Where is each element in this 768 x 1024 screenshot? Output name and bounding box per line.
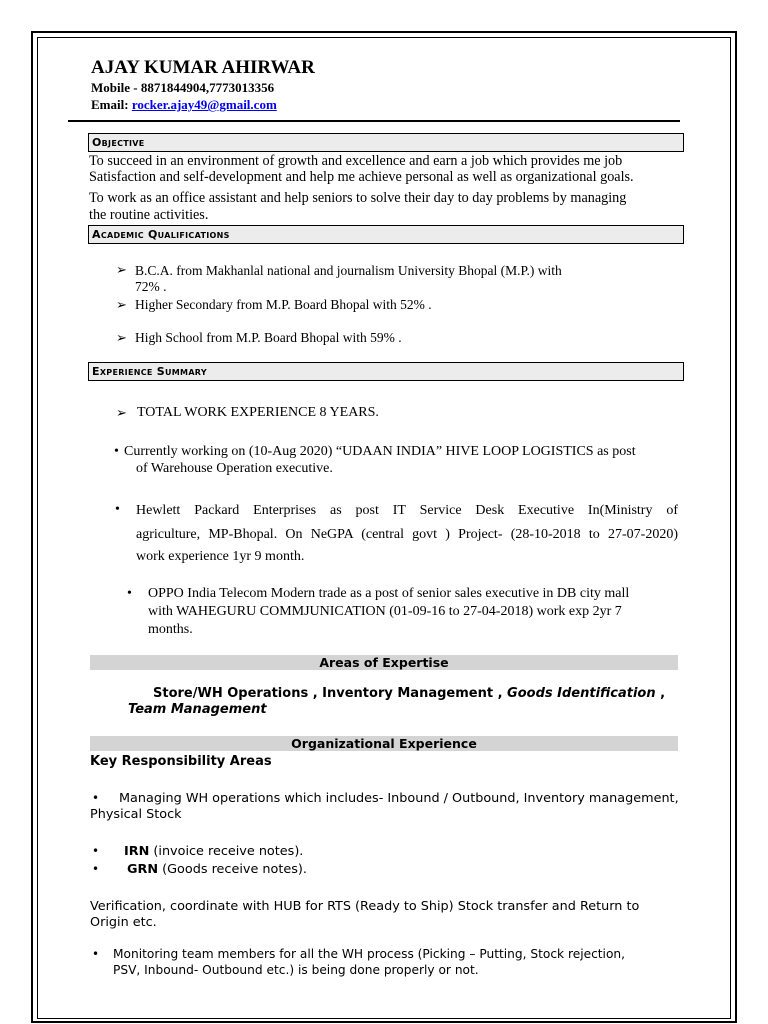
objective-heading: Objective (88, 133, 684, 152)
oppo-job-line: OPPO India Telecom Modern trade as a post of senior sales executive in DB city mall (148, 586, 630, 601)
expertise-line (153, 686, 683, 702)
email-link[interactable]: rocker.ajay49@gmail.com (131, 97, 277, 112)
current-job-line: Currently working on (10-Aug 2020) “UDAAN INDIA” HIVE LOOP LOGISTICS as post (124, 444, 636, 459)
monitoring-line: PSV, Inbound- Outbound etc.) is being done properly or not. (113, 963, 479, 977)
verification-line: Verification, coordinate with HUB for RTS (Ready to Ship) Stock transfer and Return to (90, 899, 640, 914)
grn-text: (Goods receive notes). (158, 862, 307, 877)
email-label: Email: (91, 97, 132, 112)
academic-item: Higher Secondary from M.P. Board Bhopal with 52% . (135, 297, 432, 312)
bullet-icon: • (92, 791, 100, 805)
grn-line (127, 862, 307, 878)
academic-item: B.C.A. from Makhanlal national and journalism University Bhopal (M.P.) with (135, 263, 562, 278)
header-divider (68, 120, 680, 122)
irn-label: IRN (124, 844, 150, 859)
expertise-line-2: Team Management (128, 702, 267, 717)
current-job-line: of Warehouse Operation executive. (136, 461, 333, 476)
org-heading: Organizational Experience (90, 736, 678, 751)
key-responsibility-heading: Key Responsibility Areas (90, 754, 272, 769)
experience-heading: Experience Summary (88, 362, 684, 381)
oppo-job-line: with WAHEGURU COMMJUNICATION (01-09-16 to 27-04-2018) work exp 2yr 7 (148, 604, 622, 619)
monitoring-line: Monitoring team members for all the WH process (Picking – Putting, Stock rejection, (113, 947, 625, 961)
email-line (91, 97, 277, 113)
mobile-label: Mobile - (91, 80, 141, 95)
verification-line: Origin etc. (90, 915, 157, 930)
oppo-job-line: months. (148, 622, 193, 637)
academic-item: High School from M.P. Board Bhopal with 59% . (135, 330, 402, 345)
expertise-sep: , (655, 686, 666, 701)
grn-label: GRN (127, 862, 159, 877)
hp-job-line: agriculture, MP-Bhopal. On NeGPA (central govt ) Project- (28-10-2018 to 27-07-2020) (136, 527, 678, 542)
academic-item: 72% . (135, 279, 167, 294)
candidate-name: AJAY KUMAR AHIRWAR (91, 57, 315, 78)
hp-job-line: work experience 1yr 9 month. (136, 549, 305, 564)
objective-line: Satisfaction and self-development and help me achieve personal as well as organizational goals. (89, 169, 634, 185)
irn-line (124, 844, 303, 860)
bullet-icon: • (127, 586, 132, 601)
arrow-bullet-icon: ➢ (116, 262, 127, 277)
expertise-items: Store/WH Operations , Inventory Management , (153, 686, 508, 701)
objective-line: To work as an office assistant and help seniors to solve their day to day problems by managing (89, 190, 627, 206)
hp-job-line: Hewlett Packard Enterprises as post IT Service Desk Executive In(Ministry of (136, 503, 678, 518)
expertise-heading: Areas of Expertise (90, 655, 678, 670)
arrow-bullet-icon: ➢ (116, 330, 127, 345)
mobile-number: 8871844904,7773013356 (140, 80, 275, 95)
academic-heading: Academic Qualifications (88, 225, 684, 244)
irn-text: (invoice receive notes). (149, 844, 304, 859)
bullet-icon: • (92, 844, 100, 858)
bullet-icon: • (92, 947, 100, 961)
objective-line: the routine activities. (89, 207, 209, 223)
mobile-line (91, 80, 274, 96)
objective-line: To succeed in an environment of growth and excellence and earn a job which provides me job (89, 153, 623, 169)
bullet-icon: • (115, 502, 120, 517)
wh-operations-line: Managing WH operations which includes- Inbound / Outbound, Inventory management, (119, 791, 679, 806)
wh-operations-line: Physical Stock (90, 807, 182, 822)
bullet-icon: • (92, 862, 100, 876)
arrow-bullet-icon: ➢ (116, 297, 127, 312)
arrow-bullet-icon: ➢ (116, 405, 127, 420)
bullet-icon: • (114, 444, 119, 459)
total-experience: TOTAL WORK EXPERIENCE 8 YEARS. (137, 405, 379, 420)
expertise-italic-item: Goods Identification (507, 686, 656, 701)
